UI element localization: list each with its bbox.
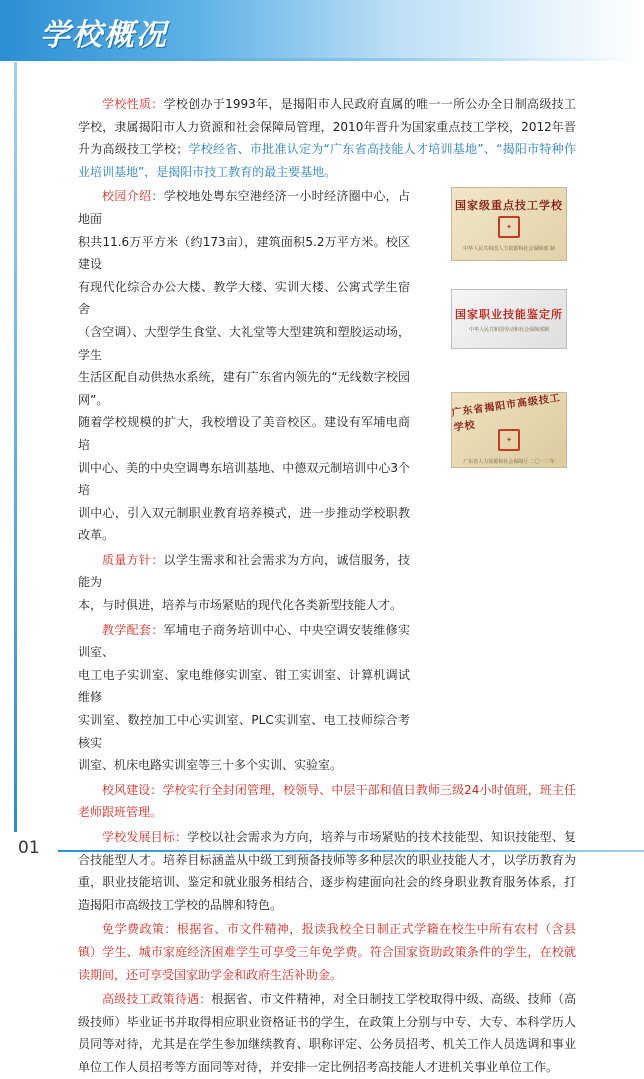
section-label: 校园介绍： xyxy=(102,189,164,204)
section-school-ethos xyxy=(78,779,576,824)
campus-line: 训中心、美的中央空调粤东培训基地、中德双元制培训中心3个培 xyxy=(78,460,410,498)
section-text-highlight: 学校经省、市批准认定为“广东省高技能人才培训基地”、“揭阳市特种作业培训基地”，是揭阳市技工教育的最主要基地。 xyxy=(78,142,576,179)
emblem-icon: ✦ xyxy=(498,429,520,451)
campus-line: （含空调）、大型学生食堂、大礼堂等大型建筑和塑胶运动场，学生 xyxy=(78,324,410,362)
left-decorative-bar xyxy=(14,62,17,832)
campus-line: 训中心，引入双元制职业教育培养模式，进一步推动学校职教改革。 xyxy=(78,505,410,543)
campus-line: 生活区配自动供热水系统，建有广东省内领先的“无线数字校园网”。 xyxy=(78,370,410,407)
facilities-line: 实训室、数控加工中心实训室、PLC实训室、电工技师综合考核实 xyxy=(78,713,410,750)
plaque-title: 广东省揭阳市高级技工学校 xyxy=(451,392,562,434)
section-school-nature xyxy=(78,93,576,183)
section-label: 质量方针： xyxy=(102,552,164,567)
section-label: 高级技工政策待遇： xyxy=(102,992,212,1007)
section-text: 根据省、市文件精神，报读我校全日制正式学籍在校生中所有农村（含县镇）学生、城市家庭经济困难学生可享受三年免学费。符合国家资助政策条件的学生，在校就读期间，还可享受国家助学金和政府生活补助金。 xyxy=(78,922,576,982)
section-text: 学校创办于1993年，是揭阳市人民政府直属的唯一一所公办全日制高级技工学校，隶属揭阳市人力资源和社会保障局管理，2010年晋升为国家重点技工学校，2012年晋升为高级技工学校； xyxy=(78,97,576,157)
section-label: 学校性质： xyxy=(102,97,164,111)
section-quality-policy xyxy=(78,549,576,617)
section-label: 教学配套： xyxy=(102,622,164,637)
facilities-line: 电工电子实训室、家电维修实训室、钳工实训室、计算机调试维修 xyxy=(78,667,410,705)
section-text: 学校以社会需求为方向，培养与市场紧贴的技术技能型、知识技能型、复合技能型人才。培养目标涵盖从中级工到预备技师等多种层次的职业技能人才，以学历教育为重，职业技能培训、鉴定和就业服务相结合，逐步构建面向社会的终身职业教育服务体系，打造揭阳市高级技工学校的品牌和特色。 xyxy=(78,830,576,912)
page-header-banner xyxy=(0,0,644,58)
page-title: 学校概况 xyxy=(40,18,168,53)
page-number: 01 xyxy=(18,838,40,858)
section-text: 根据省、市文件精神，对全日制技工学校取得中级、高级、技师（高级技师）毕业证书并取得相应职业资格证书的学生，在政策上分别与中专、大专、本科学历人员同等对待，尤其是在学生参加继续教育、职称评定、公务员招考、机关工作人员选调和事业单位工作人员招考等方面同等对待，并安排一定比例招考高技能人才进机关事业单位工作。 xyxy=(78,992,576,1074)
campus-line: 有现代化综合办公大楼、教学大楼、实训大楼、公寓式学生宿舍 xyxy=(78,279,410,317)
campus-line: 随着学校规模的扩大，我校增设了美音校区。建设有军埔电商培 xyxy=(78,415,410,452)
emblem-icon: ✦ xyxy=(498,216,520,238)
footer-divider xyxy=(58,850,644,852)
section-label: 学校发展目标： xyxy=(102,830,188,844)
campus-line: 学校地处粤东空港经济一小时经济圈中心，占地面 xyxy=(78,189,410,226)
plaque-national-key-school xyxy=(451,187,567,261)
section-teaching-facilities xyxy=(78,619,576,777)
campus-line: 积共11.6万平方米（约173亩），建筑面积5.2万平方米。校区建设 xyxy=(78,234,410,272)
quality-line: 以学生需求和社会需求为方向，诚信服务，技能为 xyxy=(78,552,410,590)
section-label: 校风建设： xyxy=(102,782,163,797)
facilities-line: 训室、机床电路实训室等三十多个实训、实验室。 xyxy=(78,758,343,773)
plaque-title: 国家职业技能鉴定所 xyxy=(455,307,563,321)
section-tuition-policy xyxy=(78,918,576,986)
section-label: 免学费政策： xyxy=(102,922,177,937)
plaque-senior-tech-school xyxy=(451,392,567,468)
plaque-skill-appraisal xyxy=(451,289,567,349)
plaque-issuer: 中华人民共和国人力资源和社会保障部 制 xyxy=(463,245,555,252)
header-divider xyxy=(0,58,644,61)
quality-line: 本，与时俱进，培养与市场紧贴的现代化各类新型技能人才。 xyxy=(78,598,403,613)
plaque-title: 国家级重点技工学校 xyxy=(455,198,563,212)
section-senior-technician-policy xyxy=(78,988,576,1078)
facilities-line: 军埔电子商务培训中心、中央空调安装维修实训室、 xyxy=(78,622,410,660)
plaque-issuer: 中华人民共和国劳动和社会保障部制 xyxy=(468,326,549,333)
plaque-issuer: 广东省人力资源和社会保障厅 二〇一二年 xyxy=(463,458,555,465)
section-text: 学校实行全封闭管理，校领导、中层干部和值日教师三级24小时值班，班主任老师跟班管理。 xyxy=(78,782,576,820)
section-development-goal xyxy=(78,826,576,916)
